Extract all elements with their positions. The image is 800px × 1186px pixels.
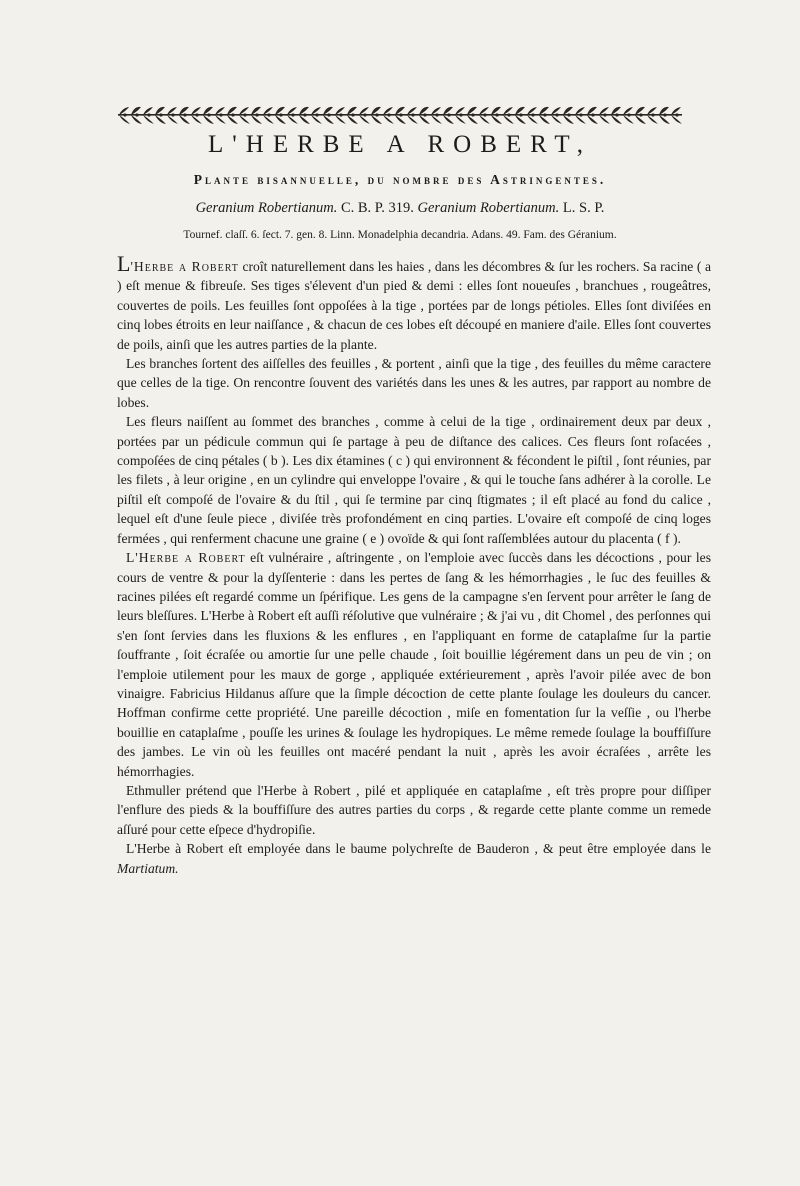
page-title: L'HERBE A ROBERT,	[207, 131, 593, 158]
paragraph-branches: Les branches ſortent des aiſſelles des feuilles , & portent , ainſi que la tige , des feuilles du même caractere que celles de la tige. On rencontre ſouvent des variétés dans les unes & les autres, par rapport au nombre de lobes.	[117, 356, 711, 410]
body-text	[117, 253, 711, 878]
synonym-1-name: Geranium Robertianum.	[195, 200, 338, 216]
paragraph-flowers: Les fleurs naiſſent au ſommet des branches , comme à celui de la tige , ordinairement deux par deux , portées par un pédicule commun qui ſe partage à peu de diſtance des calices. Ces fleurs ſont roſacées , compoſées de cinq pétales ( b ). Les dix étamines ( c ) qui environnent & fécondent le piſtil , ſont réunies, par les filets , à leur origine , en un cylindre qui enveloppe l'ovaire , & qui le touche ſans adhérer à la corolle. Le piſtil eſt compoſé de l'ovaire & du ſtil , qui ſe termine par cinq ſtigmates ; il eſt placé au fond du calice , lequel eſt d'une ſeule piece , diviſée très profondément en cinq parties. L'ovaire eſt compoſé de cinq loges fermées , qui renferment chacune une graine ( e ) ovoïde & qui ſont raſſemblées autour du placenta ( f ).	[117, 414, 711, 546]
plant-name-lead: 'Herbe a Robert	[130, 259, 239, 274]
synonyms-line	[0, 200, 800, 217]
martiatum-italic: Martiatum.	[117, 860, 179, 876]
paragraph-baume	[117, 839, 711, 878]
classification-line: Tournef. claſſ. 6. ſect. 7. gen. 8. Linn. Monadelphia decandria. Adans. 49. Fam. des Géranium.	[183, 229, 617, 241]
synonym-1-ref: C. B. P. 319.	[340, 200, 414, 216]
plant-name-lead-2: L'Herbe a Robert	[126, 550, 246, 566]
synonym-2-ref: L. S. P.	[562, 200, 605, 216]
paragraph-virtues	[117, 548, 711, 781]
ornamental-band	[118, 104, 682, 126]
paragraph-description-text: croît naturellement dans les haies , dans les décombres & ſur les rochers. Sa racine ( a ) eſt menue & fibreuſe. Ses tiges s'élevent d'un pied & demi : elles ſont noueuſes , branchues , rougeâtres, couvertes de poils. Les feuilles ſont oppoſées à la tige , portées par de longs pétioles. Elles ſont diviſées en cinq lobes étroits en leur naiſſance , & chacun de ces lobes eſt découpé en maniere d'aile. Elles ſont couvertes de poils, ainſi que les autres parties de la plante.	[117, 259, 711, 352]
synonym-2-name: Geranium Robertianum.	[417, 200, 560, 216]
paragraph-description	[117, 253, 711, 354]
drop-capital: L	[117, 251, 131, 276]
ornament-vine-pattern	[118, 107, 682, 124]
paragraph-ethmuller: Ethmuller prétend que l'Herbe à Robert , pilé et appliquée en cataplaſme , eſt très propre pour diſſiper l'enflure des pieds & la bouffiſſure des autres parties du corps , & regarde cette plante comme un remede aſſuré pour cette eſpece d'hydropiſie.	[117, 782, 711, 837]
paragraph-baume-text: L'Herbe à Robert eſt employée dans le baume polychreſte de Bauderon , & peut être employée dans le	[126, 841, 711, 857]
paragraph-virtues-text: eſt vulnéraire , aſtringente , on l'emploie avec ſuccès dans les décoctions , pour les cours de ventre & pour la dyſſenterie : dans les pertes de ſang & les hémorrhagies , le ſuc des feuilles & racines pilées eſt regardé comme un ſpérifique. Les gens de la campagne s'en ſervent pour arrêter le ſang de leurs bleſſures. L'Herbe à Robert eſt auſſi réſolutive que vulnéraire ; & j'ai vu , dit Chomel , des perſonnes qui s'en ſont ſervies dans les fluxions & les enflures , en l'appliquant en forme de cataplaſme ſur la partie ſouffrante , ſoit écraſée ou amortie ſur une pelle chaude , ſoit bouillie légérement dans un peu de vin ; on l'emploie utilement pour les maux de gorge , appliquée extérieurement , après l'avoir pilée avec de bon vinaigre. Fabricius Hildanus aſſure que la ſimple décoction de cette plante ſoulage les douleurs du cancer. Hoffman confirme cette propriété. Une pareille décoction , miſe en fomentation ſur la veſſie , ou l'herbe bouillie en cataplaſme , pouſſe les urines & ſoulage les hydropiques. Le même remede ſoulage la bouffiſſure des jambes. Le vin où les feuilles ont macéré pendant la nuit , après les avoir écraſées , arrête les hémorrhagies.	[117, 550, 711, 779]
page-subtitle: Plante bisannuelle, du nombre des Astringentes.	[193, 172, 607, 187]
